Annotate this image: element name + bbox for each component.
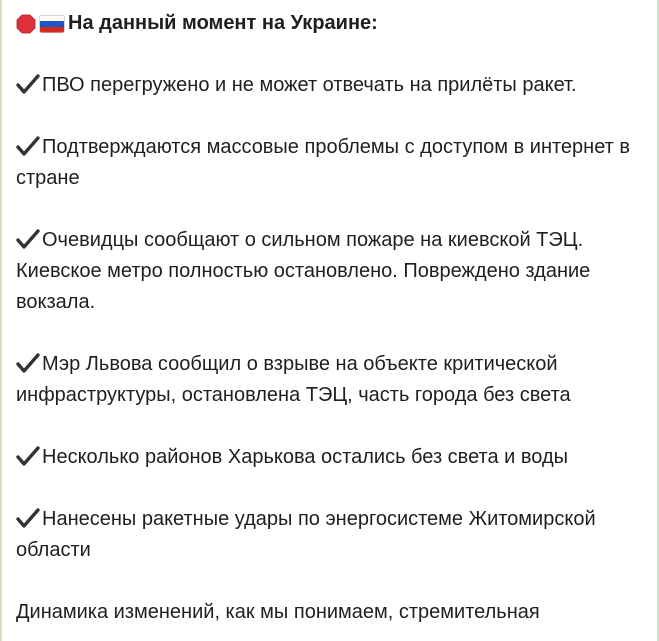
stop-sign-icon — [16, 14, 36, 34]
list-item — [16, 70, 646, 101]
check-mark-icon — [16, 446, 40, 466]
check-mark-icon — [16, 508, 40, 528]
list-item — [16, 225, 646, 318]
list-item — [16, 132, 646, 194]
list-item-text: Подтверждаются массовые проблемы с доступом в интернет в стране — [16, 136, 631, 189]
message-text — [16, 8, 646, 628]
list-item-text: ПВО перегружено и не может отвечать на прилёты ракет. — [42, 74, 577, 96]
message-header — [16, 8, 646, 39]
list-item-text: Нанесены ракетные удары по энергосистеме Житомирской области — [16, 508, 596, 561]
list-item-text: Мэр Львова сообщил о взрыве на объекте критической инфраструктуры, остановлена ТЭЦ, часть города без света — [16, 353, 571, 406]
header-text: На данный момент на Украине: — [68, 12, 378, 34]
russia-flag-icon — [39, 15, 65, 33]
check-mark-icon — [16, 229, 40, 249]
list-item — [16, 442, 646, 473]
check-mark-icon — [16, 136, 40, 156]
list-item — [16, 504, 646, 566]
message-footer: Динамика изменений, как мы понимаем, стремительная — [16, 601, 540, 623]
list-item — [16, 349, 646, 411]
check-mark-icon — [16, 74, 40, 94]
list-item-text: Несколько районов Харькова остались без света и воды — [42, 446, 569, 468]
list-item-text: Очевидцы сообщают о сильном пожаре на киевской ТЭЦ. Киевское метро полностью остановлено. Повреждено здание вокзала. — [16, 229, 591, 313]
check-mark-icon — [16, 353, 40, 373]
